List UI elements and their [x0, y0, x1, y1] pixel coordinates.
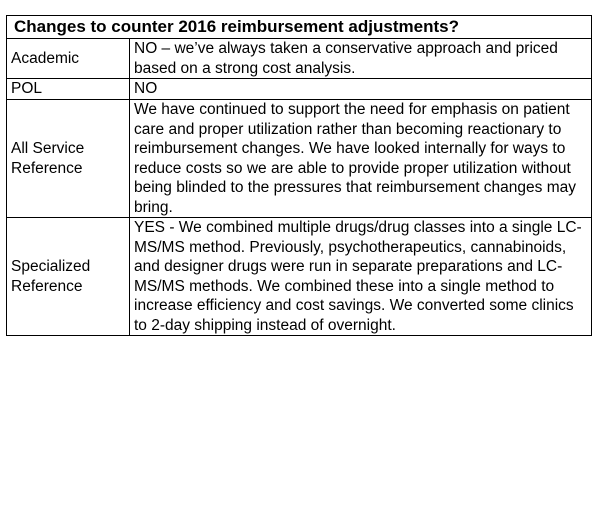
table-title: Changes to counter 2016 reimbursement adjustments? [7, 16, 592, 39]
table-row-academic [7, 39, 592, 79]
row-label-all-service-reference: All Service Reference [7, 100, 130, 218]
row-text-specialized-reference: YES - We combined multiple drugs/drug classes into a single LC-MS/MS method. Previously, psychotherapeutics, cannabinoids, and designer drugs were run in separate preparations and LC-MS/MS methods. We combined these into a single method to increase efficiency and cost savings. We converted some clinics to 2-day shipping instead of overnight. [130, 218, 592, 336]
row-label-specialized-reference: Specialized Reference [7, 218, 130, 336]
row-text-all-service-reference: We have continued to support the need for emphasis on patient care and proper utilization rather than becoming reactionary to reimbursement changes. We have looked internally for ways to reduce costs so we are able to provide proper utilization without being blinded to the pressures that reimbursement changes may bring. [130, 100, 592, 218]
row-text-pol: NO [130, 79, 592, 100]
reimbursement-table [6, 15, 592, 336]
row-label-academic: Academic [7, 39, 130, 79]
table-header-row [7, 16, 592, 39]
table-row-all-service-reference [7, 100, 592, 218]
table-row-specialized-reference [7, 218, 592, 336]
row-text-academic: NO – we’ve always taken a conservative approach and priced based on a strong cost analysis. [130, 39, 592, 79]
reimbursement-table-container [6, 15, 592, 336]
table-row-pol [7, 79, 592, 100]
row-label-pol: POL [7, 79, 130, 100]
